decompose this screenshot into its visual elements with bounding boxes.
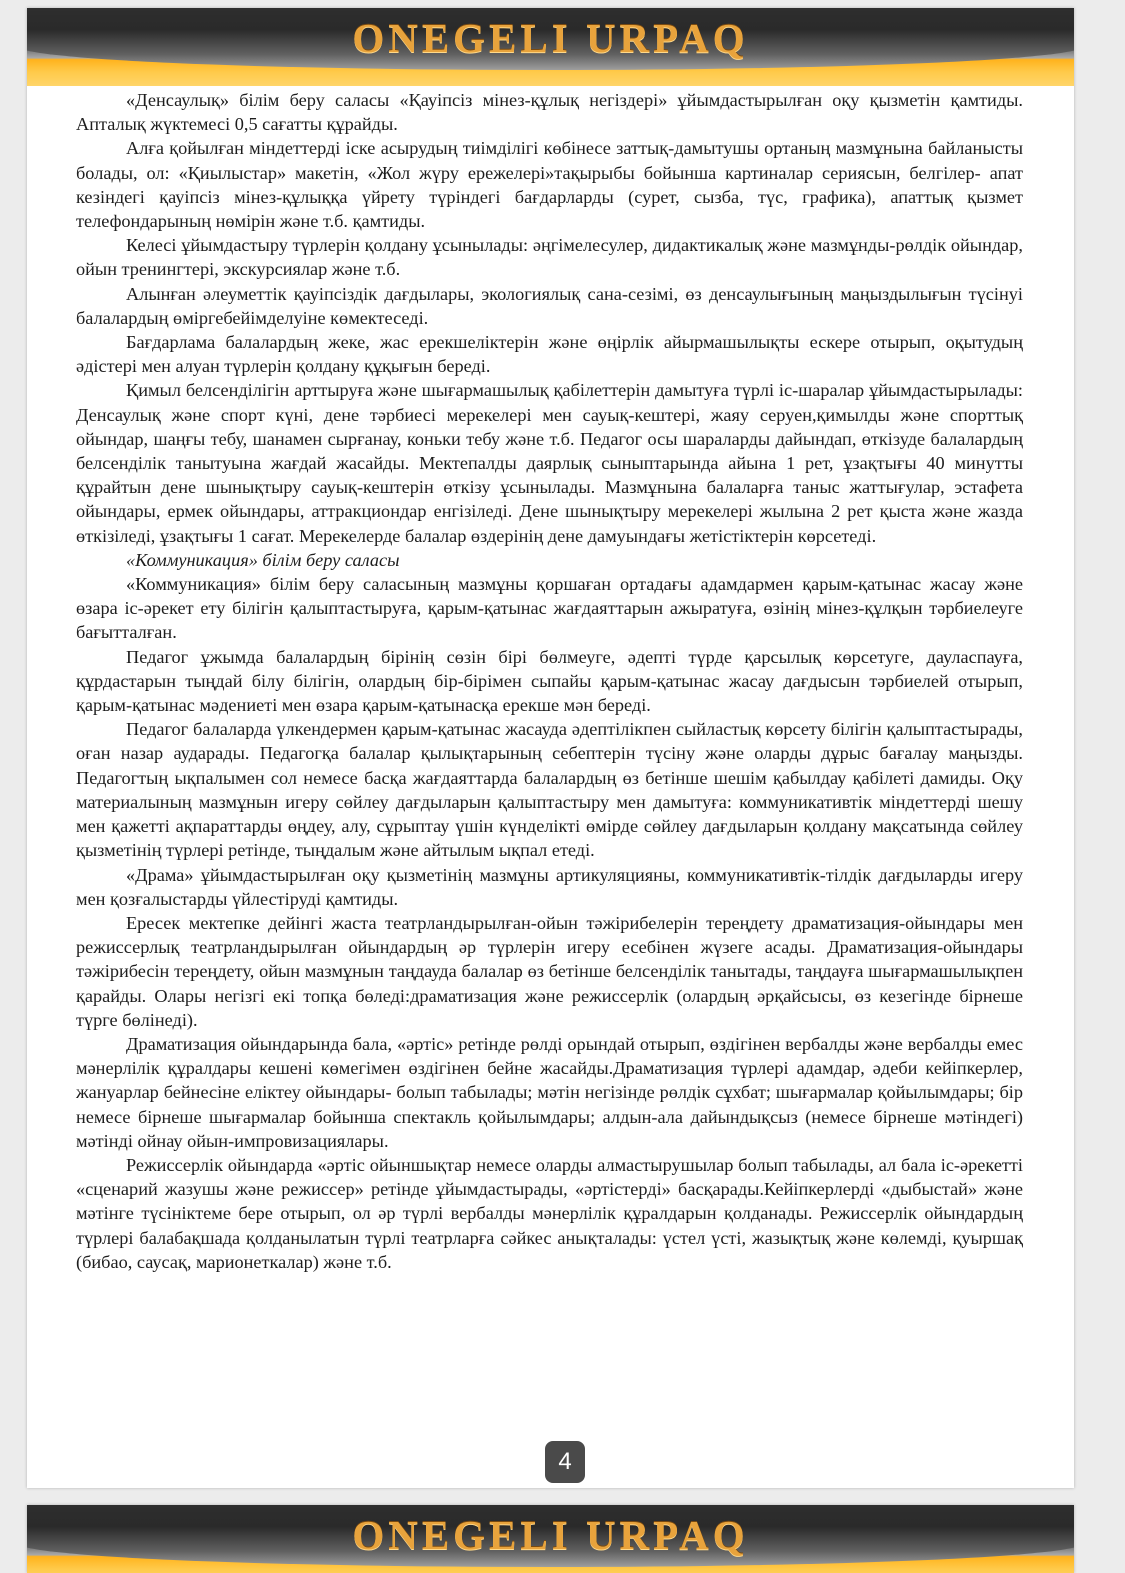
next-document-page: [27, 1505, 1074, 1573]
paragraph: Педагог балаларда үлкендермен қарым-қатынас жасауда әдептілікпен сыйластық көрсету білігін қалыптастырады, оған назар аударады. Педагогқа балалар қылықтарының себептерін түсіну және оларды дұрыс бағалау маңызды. Педагогтың ықпалымен сол немесе басқа жағдаяттарда балалардың өз бетінше шешім қабылдау қабілеті дамиды. Оқу материалының мазмұнын игеру сөйлеу дағдыларын қалыптастыру мен дамытуға: коммуникативтік міндеттерді шешу мен қажетті ақпараттарды өңдеу, алу, сұрыптау үшін күнделікті өмірде сөйлеу дағдыларын қолдану мақсатында сөйлеу қызметінің түрлері ретінде, тыңдалым және айтылым ықпал етеді.: [76, 719, 1023, 861]
paragraph: Режиссерлік ойындарда «әртіс ойыншықтар немесе оларды алмастырушылар болып табылады, ал бала іс-әрекетті «сценарий жазушы және режиссер» ретінде ұйымдастырады, «әртістерді» басқарады.Кейіпкерлерді «дыбыстай» және мәтінге түсініктеме бере отырып, ол әр түрлі вербалды мәнерлілік құралдарын қолданады. Режиссерлік ойындардың түрлері балабақшада қолданылатын түрлі театрларға сәйкес анықталады: үстел үсті, жазықтық және көлемді, қуыршақ (бибао, саусақ, марионеткалар) және т.б.: [76, 1154, 1023, 1272]
paragraph: Қимыл белсенділігін арттыруға және шығармашылық қабілеттерін дамытуға түрлі іс-шаралар ұйымдастырылады: Денсаулық және спорт күні, дене тәрбиесі мерекелері мен сауық-кештері, жаяу серуен,қимылды және спорттық ойындар, шаңғы тебу, шанамен сырғанау, коньки тебу және т.б. Педагог осы шараларды дайындап, өткізуде балалардың белсенділік танытуына жағдай жасайды. Мектепалды даярлық сыныптарында айына 1 рет, ұзақтығы 40 минутты құрайтын дене шынықтыру сауық-кештерін өткізу ұсынылады. Мазмұнына балаларға таныс жаттығулар, эстафета ойындары, ермек ойындары, аттракциондар енгізіледі. Дене шынықтыру мерекелері жылына 2 рет қыста және жазда өткізіледі, ұзақтығы 1 сағат. Мерекелерде балалар өздерінің дене дамуындағы жетістіктерін көрсетеді.: [76, 380, 1023, 546]
document-page: [27, 8, 1074, 1488]
banner-title: ONEGELI URPAQ: [352, 15, 749, 61]
paragraph: «Денсаулық» білім беру саласы «Қауіпсіз мінез-құлық негіздері» ұйымдастырылған оқу қызметін қамтиды. Апталық жүктемесі 0,5 сағатты құрайды.: [76, 90, 1023, 135]
paragraph: «Драма» ұйымдастырылған оқу қызметінің мазмұны артикуляцияны, коммуникативтік-тілдік дағдыларды игеру мен қозғалыстарды үйлестіруді қамтиды.: [76, 864, 1023, 909]
paragraph: Драматизация ойындарында бала, «әртіс» ретінде рөлді орындай отырып, өздігінен вербалды және вербалды емес мәнерлілік құралдары кешені көмегімен өздігінен бейне жасайды.Драматизация түрлері адамдар, әдеби кейіпкерлер, жануарлар бейнесіне еліктеу ойындары- болып табылады; мәтін негізінде рөлдік сұхбат; шығармалар қойылымдары; бір немесе бірнеше шығармалар бойынша спектакль қойылымдары; алдын-ала дайындықсыз (немесе бірнеше мәтіндегі) мәтінді ойнау ойын-импровизациялары.: [76, 1033, 1023, 1151]
header-banner: [27, 8, 1074, 86]
paragraph: Ересек мектепке дейінгі жаста театрландырылған-ойын тәжірибелерін тереңдету драматизация-ойындары мен режиссерлық театрландырылған ойындардың әр түрлерін игеру есебінен жүзеге асады. Драматизация-ойындары тәжірибесін тереңдету, ойын мазмұнын таңдауда балалар өз бетінше белсенділік танытады, таңдауға шығармашылықпен қарайды. Олары негізгі екі топқа бөледі:драматизация және режиссерлік (олардың әрқайсысы, өз кезегінде бірнеше түрге бөлінеді).: [76, 912, 1023, 1030]
paragraph: Педагог ұжымда балалардың бірінің сөзін бірі бөлмеуге, әдепті түрде қарсылық көрсетуге, дауласпауға, құрдастарын тыңдай білу білігін, олардың бір-бірімен сыпайы қарым-қатынас жасау дағдысын тәрбиелей отырып, қарым-қатынас мәдениеті мен өзара қарым-қатынасқа ерекше мән береді.: [76, 646, 1023, 716]
paragraph: «Коммуникация» білім беру саласының мазмұны қоршаған ортадағы адамдармен қарым-қатынас жасау және өзара іс-әрекет ету білігін қалыптастыруға, қарым-қатынас жағдаяттарын ажыратуға, өзінің мінез-құлқын тәрбиелеуге бағытталған.: [76, 574, 1023, 643]
page-body: [76, 88, 1023, 1274]
paragraph: Бағдарлама балалардың жеке, жас ерекшеліктерін және өңірлік айырмашылықты ескере отырып, оқытудың әдістері мен алуан түрлерін қолдану құқығын береді.: [76, 332, 1023, 377]
paragraph: Алынған әлеуметтік қауіпсіздік дағдылары, экологиялық сана-сезімі, өз денсаулығының маңыздылығын түсінуі балалардың өміргебейімделуіне көмектеседі.: [76, 283, 1023, 328]
paragraph: Келесі ұйымдастыру түрлерін қолдану ұсынылады: әңгімелесулер, дидактикалық және мазмұнды-рөлдік ойындар, ойын тренингтері, экскурсиялар және т.б.: [76, 235, 1023, 280]
section-heading: «Коммуникация» білім беру саласы: [126, 549, 400, 570]
header-banner: [27, 1505, 1074, 1573]
page-number-badge: 4: [545, 1441, 585, 1483]
paragraph: Алға қойылған міндеттерді іске асырудың тиімділігі көбінесе заттық-дамытушы ортаның мазмұнына байланысты болады, ол: «Қиылыстар» макетін, «Жол жүру ережелері»тақырыбы бойынша картиналар сериясын, белгілер- апат кезіндегі қауіпсіз мінез-құлыққа үйрету түріндегі бағдарларды (сурет, сызба, түс, графика), апаттық қызмет телефондарының нөмірін және т.б. қамтиды.: [76, 138, 1023, 232]
banner-title: ONEGELI URPAQ: [352, 1512, 749, 1558]
